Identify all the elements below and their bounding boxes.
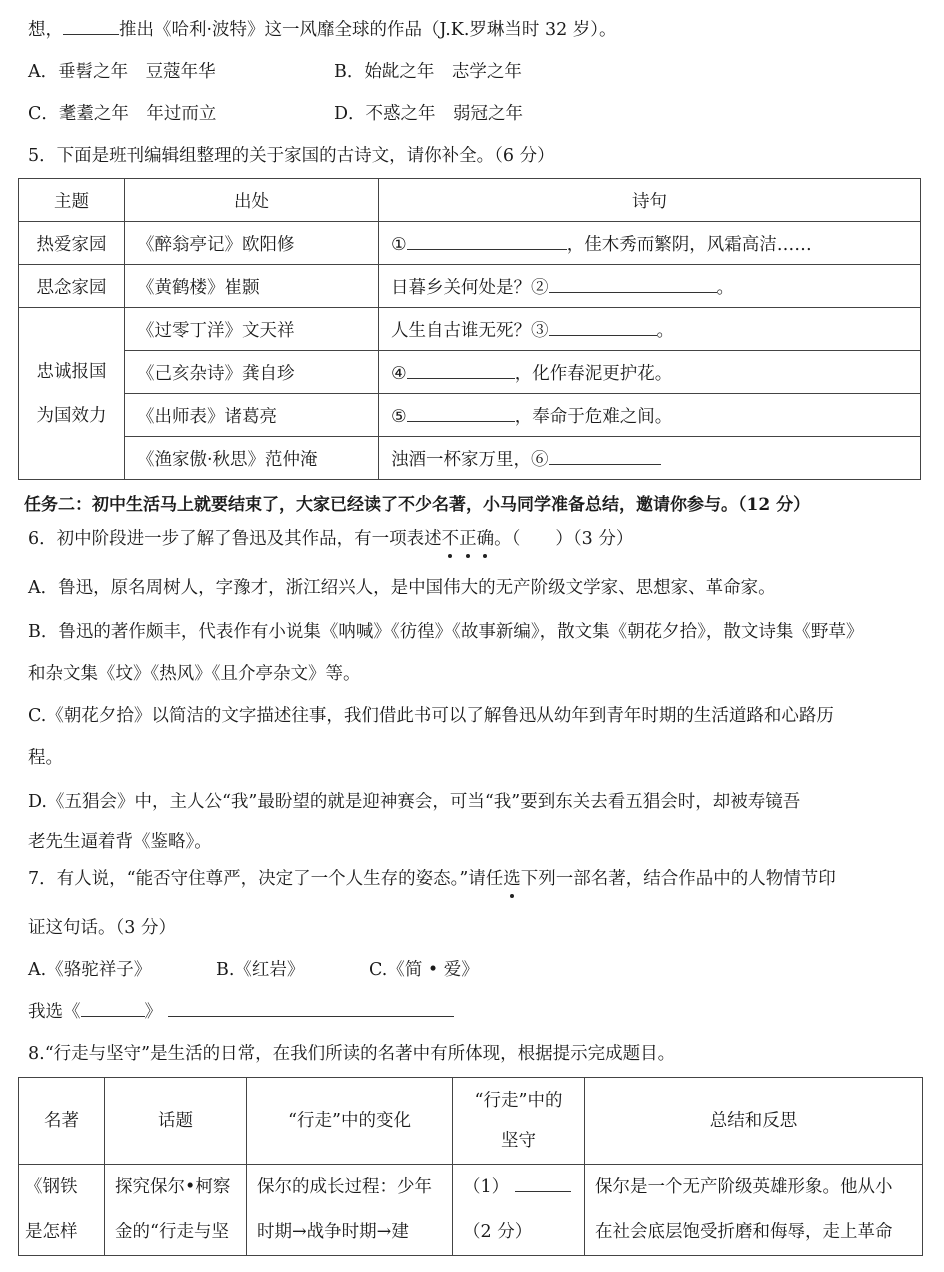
q7-option-a: A.《骆驼祥子》 xyxy=(28,960,152,980)
q4-option-d: D．不惑之年 弱冠之年 xyxy=(334,104,524,124)
table-header-topic: 话题 xyxy=(105,1078,247,1165)
reading-table xyxy=(18,1077,923,1256)
theme-cell: 热爱家园 xyxy=(19,222,125,265)
verse-cell: ⑤ ，奉命于危难之间。 xyxy=(379,394,921,437)
book-choice-blank[interactable] xyxy=(81,1016,145,1017)
change-cell: 保尔的成长过程：少年 时期→战争时期→建 xyxy=(247,1165,453,1256)
verse-blank-6[interactable] xyxy=(549,464,661,465)
q7-option-c: C.《简 • 爱》 xyxy=(369,960,479,980)
source-cell: 《醉翁亭记》欧阳修 xyxy=(125,222,379,265)
q8-stem: 8.“行走与坚守”是生活的日常，在我们所读的名著中有所体现，根据提示完成题目。 xyxy=(28,1044,676,1064)
source-cell: 《黄鹤楼》崔颢 xyxy=(125,265,379,308)
q6-line: 和杂文集《坟》《热风》《且介亭杂文》等。 xyxy=(28,664,361,684)
poetry-table xyxy=(18,178,921,480)
q7-option-b: B.《红岩》 xyxy=(216,960,305,980)
table-header-theme: 主题 xyxy=(19,179,125,222)
verse-blank-3[interactable] xyxy=(549,335,657,336)
verse-blank-4[interactable] xyxy=(407,378,515,379)
topic-cell: 探究保尔•柯察 金的“行走与坚 xyxy=(105,1165,247,1256)
theme-cell: 思念家园 xyxy=(19,265,125,308)
answer-blank[interactable] xyxy=(168,1016,454,1017)
q5-stem: 5．下面是班刊编辑组整理的关于家国的古诗文，请你补全。（6 分） xyxy=(28,146,555,166)
q6-line: 老先生逼着背《鉴略》。 xyxy=(28,832,212,852)
source-cell: 《渔家傲·秋思》范仲淹 xyxy=(125,437,379,480)
q4-option-c: C．耄耋之年 年过而立 xyxy=(28,104,217,124)
q6-line: C.《朝花夕拾》以简洁的文字描述往事，我们借此书可以了解鲁迅从幼年到青年时期的生活道路和心路历 xyxy=(28,706,834,726)
verse-cell: ① ，佳木秀而繁阴，风霜高洁…… xyxy=(379,222,921,265)
q4-stem-line: 想， 推出《哈利·波特》这一风靡全球的作品（J.K.罗琳当时 32 岁）。 xyxy=(28,20,617,40)
theme-cell: 忠诚报国 为国效力 xyxy=(19,308,125,480)
verse-cell: 浊酒一杯家万里，⑥ xyxy=(379,437,921,480)
summary-cell: 保尔是一个无产阶级英雄形象。他从小 在社会底层饱受折磨和侮辱，走上革命 xyxy=(585,1165,923,1256)
verse-blank-2[interactable] xyxy=(549,292,717,293)
table-header-change: “行走”中的变化 xyxy=(247,1078,453,1165)
persist-cell: （1） （2 分） xyxy=(453,1165,585,1256)
q6-line: B．鲁迅的著作颇丰，代表作有小说集《呐喊》《彷徨》《故事新编》，散文集《朝花夕拾》，散文诗集《野草》 xyxy=(28,622,864,642)
answer-blank[interactable] xyxy=(515,1191,571,1192)
source-cell: 《过零丁洋》文天祥 xyxy=(125,308,379,351)
table-header-summary: 总结和反思 xyxy=(585,1078,923,1165)
table-header-persist: “行走”中的 坚守 xyxy=(453,1078,585,1165)
q6-line: D.《五猖会》中，主人公“我”最盼望的就是迎神赛会，可当“我”要到东关去看五猖会时，却被寿镜吾 xyxy=(28,792,801,812)
table-header-source: 出处 xyxy=(125,179,379,222)
verse-blank-1[interactable] xyxy=(407,249,567,250)
table-header-book: 名著 xyxy=(19,1078,105,1165)
task2-heading: 任务二：初中生活马上就要结束了，大家已经读了不少名著，小马同学准备总结，邀请你参与。（12 分） xyxy=(24,495,811,515)
table-header-verse: 诗句 xyxy=(379,179,921,222)
q6-line: 程。 xyxy=(28,748,63,768)
book-cell: 《钢铁 是怎样 xyxy=(19,1165,105,1256)
source-cell: 《己亥杂诗》龚自珍 xyxy=(125,351,379,394)
verse-cell: 人生自古谁无死？③ 。 xyxy=(379,308,921,351)
q7-stem: 7．有人说，“能否守住尊严，决定了一个人生存的姿态。”请任选下列一部名著，结合作品中的人物情节印 xyxy=(28,869,836,889)
verse-cell: ④ ，化作春泥更护花。 xyxy=(379,351,921,394)
source-cell: 《出师表》诸葛亮 xyxy=(125,394,379,437)
answer-blank[interactable] xyxy=(63,34,119,35)
q4-option-b: B．始龀之年 志学之年 xyxy=(334,62,522,82)
q4-option-a: A．垂髫之年 豆蔻年华 xyxy=(28,62,216,82)
verse-cell: 日暮乡关何处是？② 。 xyxy=(379,265,921,308)
verse-blank-5[interactable] xyxy=(407,421,515,422)
q6-line: A．鲁迅，原名周树人，字豫才，浙江绍兴人，是中国伟大的无产阶级文学家、思想家、革命家。 xyxy=(28,578,776,598)
q7-stem-line2: 证这句话。（3 分） xyxy=(28,918,176,938)
q6-stem: 6．初中阶段进一步了解了鲁迅及其作品，有一项表述不正确。（ ）（3 分） xyxy=(28,529,634,549)
q7-choice-line: 我选《 》 xyxy=(28,1004,454,1022)
